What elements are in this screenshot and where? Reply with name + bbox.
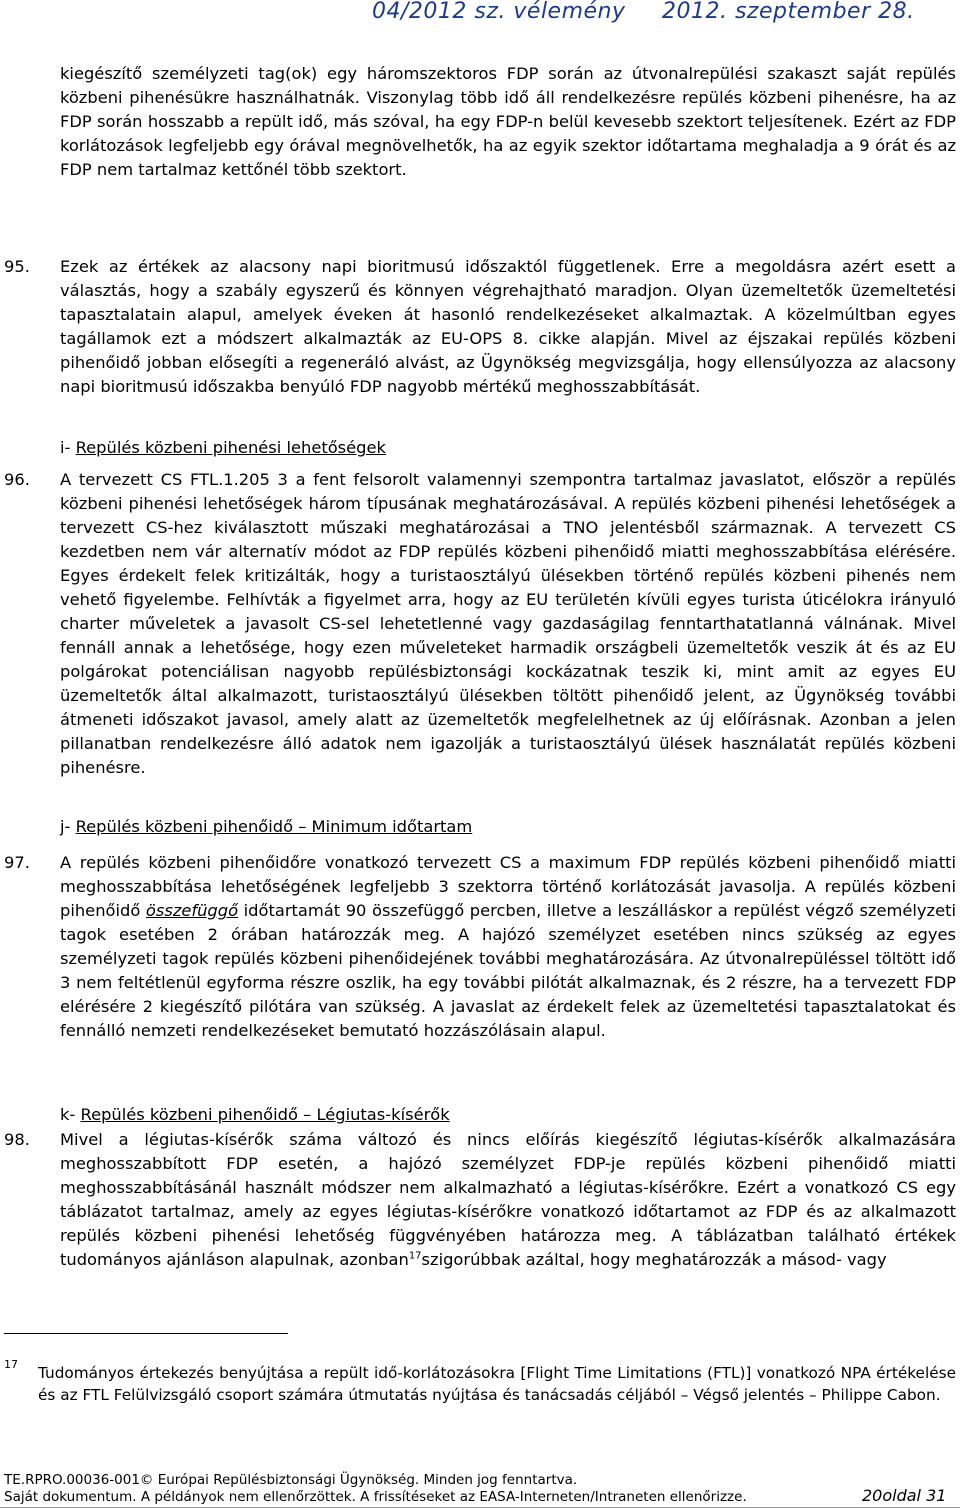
- paragraph-number-95: 95.: [4, 257, 30, 276]
- footnote-reference[interactable]: 17: [408, 1250, 422, 1262]
- section-heading-i: [60, 436, 386, 460]
- paragraph-98: [60, 1128, 956, 1272]
- section-heading-k: [60, 1103, 450, 1127]
- paragraph-number-98: 98.: [4, 1130, 30, 1149]
- paragraph-98-text-b: szigorúbbak azáltal, hogy meghatározzák a másod- vagy: [421, 1250, 887, 1269]
- paragraph-continuation: kiegészítő személyzeti tag(ok) egy háromszektoros FDP során az útvonalrepülési szakaszt saját repülés közbeni pihenésükre használhatnák. Viszonylag több idő áll rendelkezésre repülés közbeni pihenésre, ha az FDP során hosszabb a repült idő, más szóval, ha egy FDP-n belül kevesebb szektort teljesítenek. Ezért az FDP korlátozások legfeljebb egy órával megnövelhetők, ha az egyik szektor időtartama meghaladja a 9 órát és az FDP nem tartalmaz kettőnél több szektort.: [60, 64, 956, 179]
- header-issue: 04/2012 sz. vélemény: [372, 0, 626, 24]
- paragraph-95: Ezek az értékek az alacsony napi bioritmusú időszaktól függetlenek. Erre a megoldásra azért esett a választás, hogy a szabály egyszerű és könnyen végrehajtható maradjon. Olyan üzemeltetők üzemeltetési tapasztalatain alapul, amelyek éveken át hasonló rendelkezéseket alkalmaztak. A közelmúltban egyes tagállamok ezt a módszert alkalmazták az EU-OPS 8. cikke alapján. Mivel az éjszakai repülés közbeni pihenőidő jobban elősegíti a regeneráló alvást, az Ügynökség megvizsgálja, hogy ellensúlyozza az alacsony napi bioritmusú időszakba benyúló FDP nagyobb mértékű meghosszabbítását.: [60, 257, 956, 396]
- footer-copyright: TE.RPRO.00036-001© Európai Repülésbiztonsági Ügynökség. Minden jog fenntartva.: [4, 1472, 578, 1488]
- paragraph-97-text-b: időtartamát 90 összefüggő percben, illetve a leszálláskor a repülést végző személyzeti tagok esetében 2 órában határozzák meg. A hajózó személyzet esetében nincs szükség az egyes személyzeti tagok repülés közbeni pihenőidejének további meghatározására. Az útvonalrepüléssel töltött idő 3 nem feltétlenül egyforma részre oszlik, ha egy további pilótát alkalmaznak, és 2 részre, ha a tervezett FDP elérésére 2 kiegészítő pilótára van szükség. A javaslat az érdekelt felek az üzemeltetési tapasztalatokat és fennálló nemzeti rendelkezéseket bemutató hozzászólásain alapul.: [60, 901, 956, 1040]
- heading-title: Repülés közbeni pihenési lehetőségek: [75, 438, 386, 457]
- paragraph-number-96: 96.: [4, 470, 30, 489]
- footer-divider: [0, 1507, 960, 1508]
- heading-title: Repülés közbeni pihenőidő – Minimum időtartam: [75, 817, 473, 836]
- page-current: 20: [862, 1486, 883, 1505]
- header-date: 2012. szeptember 28.: [662, 0, 915, 24]
- footnote-text: Tudományos értekezés benyújtása a repült idő-korlátozásokra [Flight Time Limitations (FTL)] vonatkozó NPA értékelése és az FTL Felülvizsgáló csoport számára útmutatás nyújtása és tanácsadás céljából – Végső jelentés – Philippe Cabon.: [38, 1364, 956, 1404]
- footnote-mark: 17: [4, 1358, 18, 1371]
- page-header: [0, 0, 960, 34]
- paragraph-97-emphasis: összefüggő: [145, 901, 239, 920]
- paragraph-98-text-a: Mivel a légiutas-kísérők száma változó és nincs előírás kiegészítő légiutas-kísérők alkalmazására meghosszabbított FDP esetén, a hajózó személyzet FDP-je repülés közbeni pihenőidő miatti meghosszabbításánál használt módszer nem alkalmazható a légiutas-kísérőkre. Ezért a vonatkozó CS egy táblázatot tartalmaz, amely az egyes légiutas-kísérőkre vonatkozó időtartamot az FDP és az alkalmazott repülés közbeni pihenési lehetőség függvényében határozza meg. A táblázatban található értékek tudományos ajánláson alapulnak, azonban: [60, 1130, 956, 1269]
- heading-prefix: i-: [60, 438, 76, 457]
- page-total: oldal 31: [882, 1486, 947, 1505]
- paragraph-97-text-a: A repülés közbeni pihenőidőre vonatkozó tervezett CS a maximum FDP repülés közbeni pihenőidő miatti meghosszabbítása lehetőségének legfeljebb 3 szektorra történő korlátozását javasolja. A repülés közbeni pihenőidő: [60, 853, 956, 920]
- footer-disclaimer: Saját dokumentum. A példányok nem ellenőrzöttek. A frissítéseket az EASA-Interneten/Intraneten ellenőrizze.: [4, 1489, 747, 1505]
- footnote-divider: [4, 1333, 288, 1334]
- page-number: [862, 1486, 946, 1505]
- paragraph-97: [60, 851, 956, 1043]
- heading-prefix: j-: [60, 817, 76, 836]
- section-heading-j: [60, 815, 472, 839]
- paragraph-number-97: 97.: [4, 853, 30, 872]
- heading-prefix: k-: [60, 1105, 81, 1124]
- heading-title: Repülés közbeni pihenőidő – Légiutas-kísérők: [80, 1105, 450, 1124]
- paragraph-96: A tervezett CS FTL.1.205 3 a fent felsorolt valamennyi szempontra tartalmaz javaslatot, először a repülés közbeni pihenési lehetőségek három típusának meghatározásával. A repülés közbeni pihenési lehetőségek a tervezett CS-hez kiválasztott műszaki meghatározásai a TNO jelentésből származnak. A tervezett CS kezdetben nem vár alternatív módot az FDP repülés közbeni pihenőidő miatti meghosszabbítása elérésére. Egyes érdekelt felek kritizálták, hogy a turistaosztályú ülésekben történő repülés közbeni pihenés nem vehető figyelembe. Felhívták a figyelmet arra, hogy az EU területén kívüli egyes turista úticélokra irányuló charter műveletek a javasolt CS-sel lehetetlenné vagy gazdaságilag fenntarthatatlanná válnának. Mivel fennáll annak a lehetősége, hogy ezen műveleteket harmadik országbeli üzemeltetők veszik át és az EU polgárokat potenciálisan nagyobb repülésbiztonsági kockázatnak teszik ki, mint amit az egyes EU üzemeltetők által alkalmazott, turistaosztályú ülésekben töltött pihenőidő jelent, az Ügynökség további átmeneti időszakot javasol, amely alatt az üzemeltetők megfelelhetnek az új előírásnak. Azonban a jelen pillanatban rendelkezésre álló adatok nem igazolják a turistaosztályú ülések használatát repülés közbeni pihenésre.: [60, 470, 956, 777]
